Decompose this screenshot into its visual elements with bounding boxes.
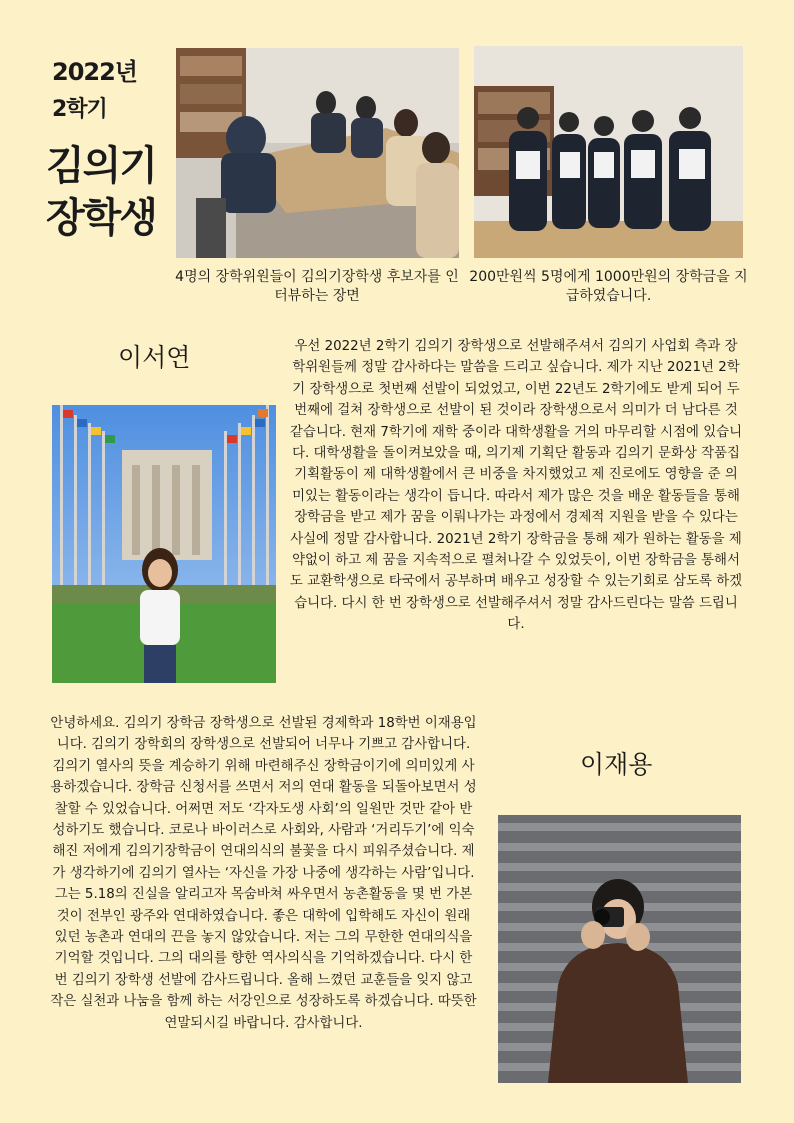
title-semester: 2학기 (52, 97, 107, 122)
student2-photo (498, 815, 741, 1083)
page-title (46, 140, 156, 244)
student2-name: 이재용 (580, 750, 653, 779)
student1-text: 우선 2022년 2학기 김의기 장학생으로 선발해주셔서 김의기 사업회 측과 장학위원들께 정말 감사하다는 말씀을 드리고 싶습니다. 제가 지난 2021년 2학기 장학생으로 첫번째 선발이 되었었고, 이번 22년도 2학기에도 받게 되어 두번째에 걸쳐 장학생으로 선발이 된 것이라 장학생으로서 의미가 더 남다른 것 같습니다. 현재 7학기에 재학 중이라 대학생활을 거의 마무리할 시점에 있습니다. 대학생활을 돌이켜보았을 때, 의기제 기획단 활동과 김의기 문화상 작품집 기획활동이 제 대학생활에서 큰 비중을 차지했었고 제 진로에도 영향을 준 의미있는 활동이라는 생각이 듭니다. 따라서 제가 많은 것을 배운 활동들을 통해 장학금을 받고 제가 꿈을 이뤄나가는 과정에서 경제적 지원을 받을 수 있다는 사실에 정말 감사합니다. 2021년 2학기 장학금을 통해 제가 원하는 활동을 제약없이 하고 제 꿈을 지속적으로 펼쳐나갈 수 있었듯이, 이번 장학금을 통해서도 교환학생으로 타국에서 공부하며 배우고 성장할 수 있는기회로 삼도록 하겠습니다. 다시 한 번 장학생으로 선발해주셔서 정말 감사드린다는 말씀 드립니다. (289, 339, 743, 633)
student1-name: 이서연 (118, 343, 191, 372)
student1-photo (52, 405, 276, 683)
interview-caption: 4명의 장학위원들이 김의기장학생 후보자를 인터뷰하는 장면 (175, 269, 459, 304)
award-caption: 200만원씩 5명에게 1000만원의 장학금을 지급하였습니다. (469, 269, 748, 304)
interview-photo (176, 48, 459, 258)
title-year: 2022년 (52, 58, 137, 86)
student2-text: 안녕하세요. 김의기 장학금 장학생으로 선발된 경제학과 18학번 이재용입니다. 김의기 장학회의 장학생으로 선발되어 너무나 기쁘고 감사합니다. 김의기 열사의 뜻을 계승하기 위해 마련해주신 장학금이기에 의미있게 사용하겠습니다. 장학금 신청서를 쓰면서 저의 연대 활동을 되돌아보면서 성찰할 수 있었습니다. 어쩌면 저도 ‘각자도생 사회’의 일원만 것만 같아 반성하기도 했습니다. 코로나 바이러스로 사회와, 사람과 ‘거리두기’에 익숙해진 저에게 김의기장학금이 연대의식의 불꽃을 다시 피워주셨습니다. 제가 생각하기에 김의기 열사는 ‘자신을 가장 나중에 생각하는 사람’입니다. 그는 5.18의 진실을 알리고자 목숨바쳐 싸우면서 농촌활동을 몇 번 가본 것이 전부인 광주와 연대하였습니다. 좋은 대학에 입학해도 자신이 원래 있던 농촌과 연대의 끈을 놓지 않았습니다. 저는 그의 무한한 연대의식을 기억할 것입니다. 그의 대의를 향한 역사의식을 기억하겠습니다. 다시 한 번 김의기 장학생 선발에 감사드립니다. 올해 느꼈던 교훈들을 잊지 않고 작은 실천과 나눔을 함께 하는 서강인으로 성장하도록 하겠습니다. 따뜻한 연말되시길 바랍니다. 감사합니다. (50, 716, 477, 1031)
title-line-2: 장학생 (46, 195, 156, 241)
award-photo (474, 46, 743, 258)
title-line-1: 김의기 (46, 143, 156, 189)
